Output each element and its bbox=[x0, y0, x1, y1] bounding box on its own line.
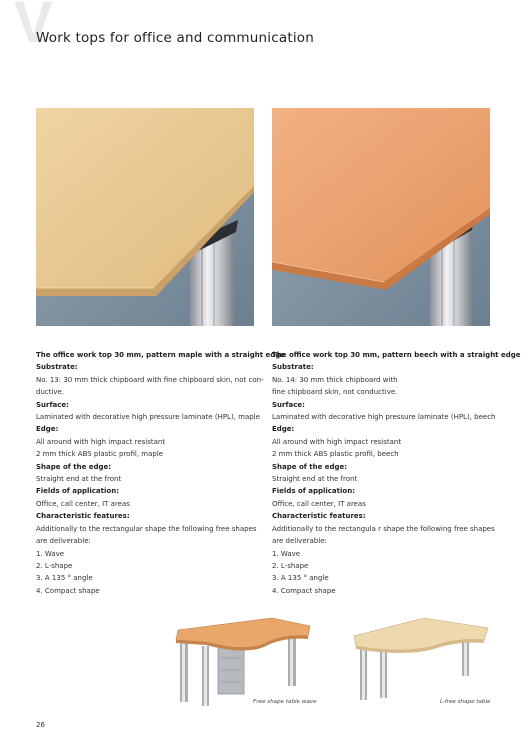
maple-edge-line-1: All around with high impact resistant bbox=[36, 437, 166, 446]
maple-heading: The office work top 30 mm, pattern maple with a straight edge bbox=[36, 351, 286, 359]
maple-edge-label: Edge: bbox=[36, 425, 59, 434]
maple-surface: Laminated with decorative high pressure laminate (HPL), maple bbox=[36, 413, 260, 422]
beech-list-item: 4. Compact shape bbox=[272, 586, 336, 595]
beech-heading: The office work top 30 mm, pattern beech with a straight edge bbox=[272, 351, 521, 359]
beech-list-item: 2. L-shape bbox=[272, 561, 309, 570]
l-free-table-image bbox=[344, 614, 494, 704]
beech-surface-label: Surface: bbox=[272, 400, 305, 409]
maple-fields-label: Fields of application: bbox=[36, 487, 119, 496]
maple-features-label: Characteristic features: bbox=[36, 512, 130, 521]
beech-edge-line-2: 2 mm thick ABS plastic profil, beech bbox=[272, 450, 399, 459]
maple-edge-line-2: 2 mm thick ABS plastic profil, maple bbox=[36, 450, 164, 459]
maple-list-item: 1. Wave bbox=[36, 549, 65, 558]
beech-list-item: 3. A 135 ° angle bbox=[272, 574, 329, 583]
beech-surface: Laminated with decorative high pressure laminate (HPL), beech bbox=[272, 413, 496, 422]
maple-features-line-1: Additionally to the rectangular shape the following free shapes bbox=[36, 524, 257, 533]
beech-substrate-line-2: fine chipboard skin, not conductive. bbox=[272, 388, 398, 397]
l-free-table-caption: L-free shape table bbox=[440, 699, 491, 705]
beech-list-item: 1. Wave bbox=[272, 549, 301, 558]
maple-spec-column bbox=[36, 349, 286, 597]
maple-list-item: 2. L-shape bbox=[36, 561, 73, 570]
beech-features-line-1: Additionally to the rectangula r shape the following free shapes bbox=[272, 524, 495, 533]
page-title: Work tops for office and communication bbox=[36, 30, 315, 46]
beech-edge-label: Edge: bbox=[272, 425, 295, 434]
wave-table-caption: Free shape table wave bbox=[253, 699, 317, 705]
page-number: 26 bbox=[36, 721, 45, 729]
maple-list-item: 4. Compact shape bbox=[36, 586, 100, 595]
beech-shape: Straight end at the front bbox=[272, 475, 358, 484]
maple-substrate-line-1: No. 13: 30 mm thick chipboard with fine chipboard skin, not con- bbox=[36, 375, 264, 384]
maple-surface-label: Surface: bbox=[36, 400, 69, 409]
maple-fields: Office, call center, IT areas bbox=[36, 499, 130, 508]
maple-substrate-label: Substrate: bbox=[36, 363, 78, 372]
beech-substrate-line-1: No. 14: 30 mm thick chipboard with bbox=[272, 375, 398, 384]
beech-fields: Office, call center, IT areas bbox=[272, 499, 366, 508]
beech-features-line-2: are deliverable: bbox=[272, 537, 327, 546]
beech-substrate-label: Substrate: bbox=[272, 363, 314, 372]
beech-shape-label: Shape of the edge: bbox=[272, 462, 348, 471]
maple-worktop-photo bbox=[36, 108, 254, 326]
maple-list-item: 3. A 135 ° angle bbox=[36, 574, 93, 583]
beech-spec-column bbox=[272, 349, 521, 597]
beech-features-label: Characteristic features: bbox=[272, 512, 366, 521]
maple-shape: Straight end at the front bbox=[36, 475, 122, 484]
maple-shape-label: Shape of the edge: bbox=[36, 462, 112, 471]
beech-edge-line-1: All around with high impact resistant bbox=[272, 437, 402, 446]
beech-fields-label: Fields of application: bbox=[272, 487, 355, 496]
beech-worktop-photo bbox=[272, 108, 490, 326]
maple-substrate-line-2: ductive. bbox=[36, 388, 65, 397]
section-watermark: V bbox=[14, 0, 53, 55]
maple-features-line-2: are deliverable: bbox=[36, 537, 91, 546]
